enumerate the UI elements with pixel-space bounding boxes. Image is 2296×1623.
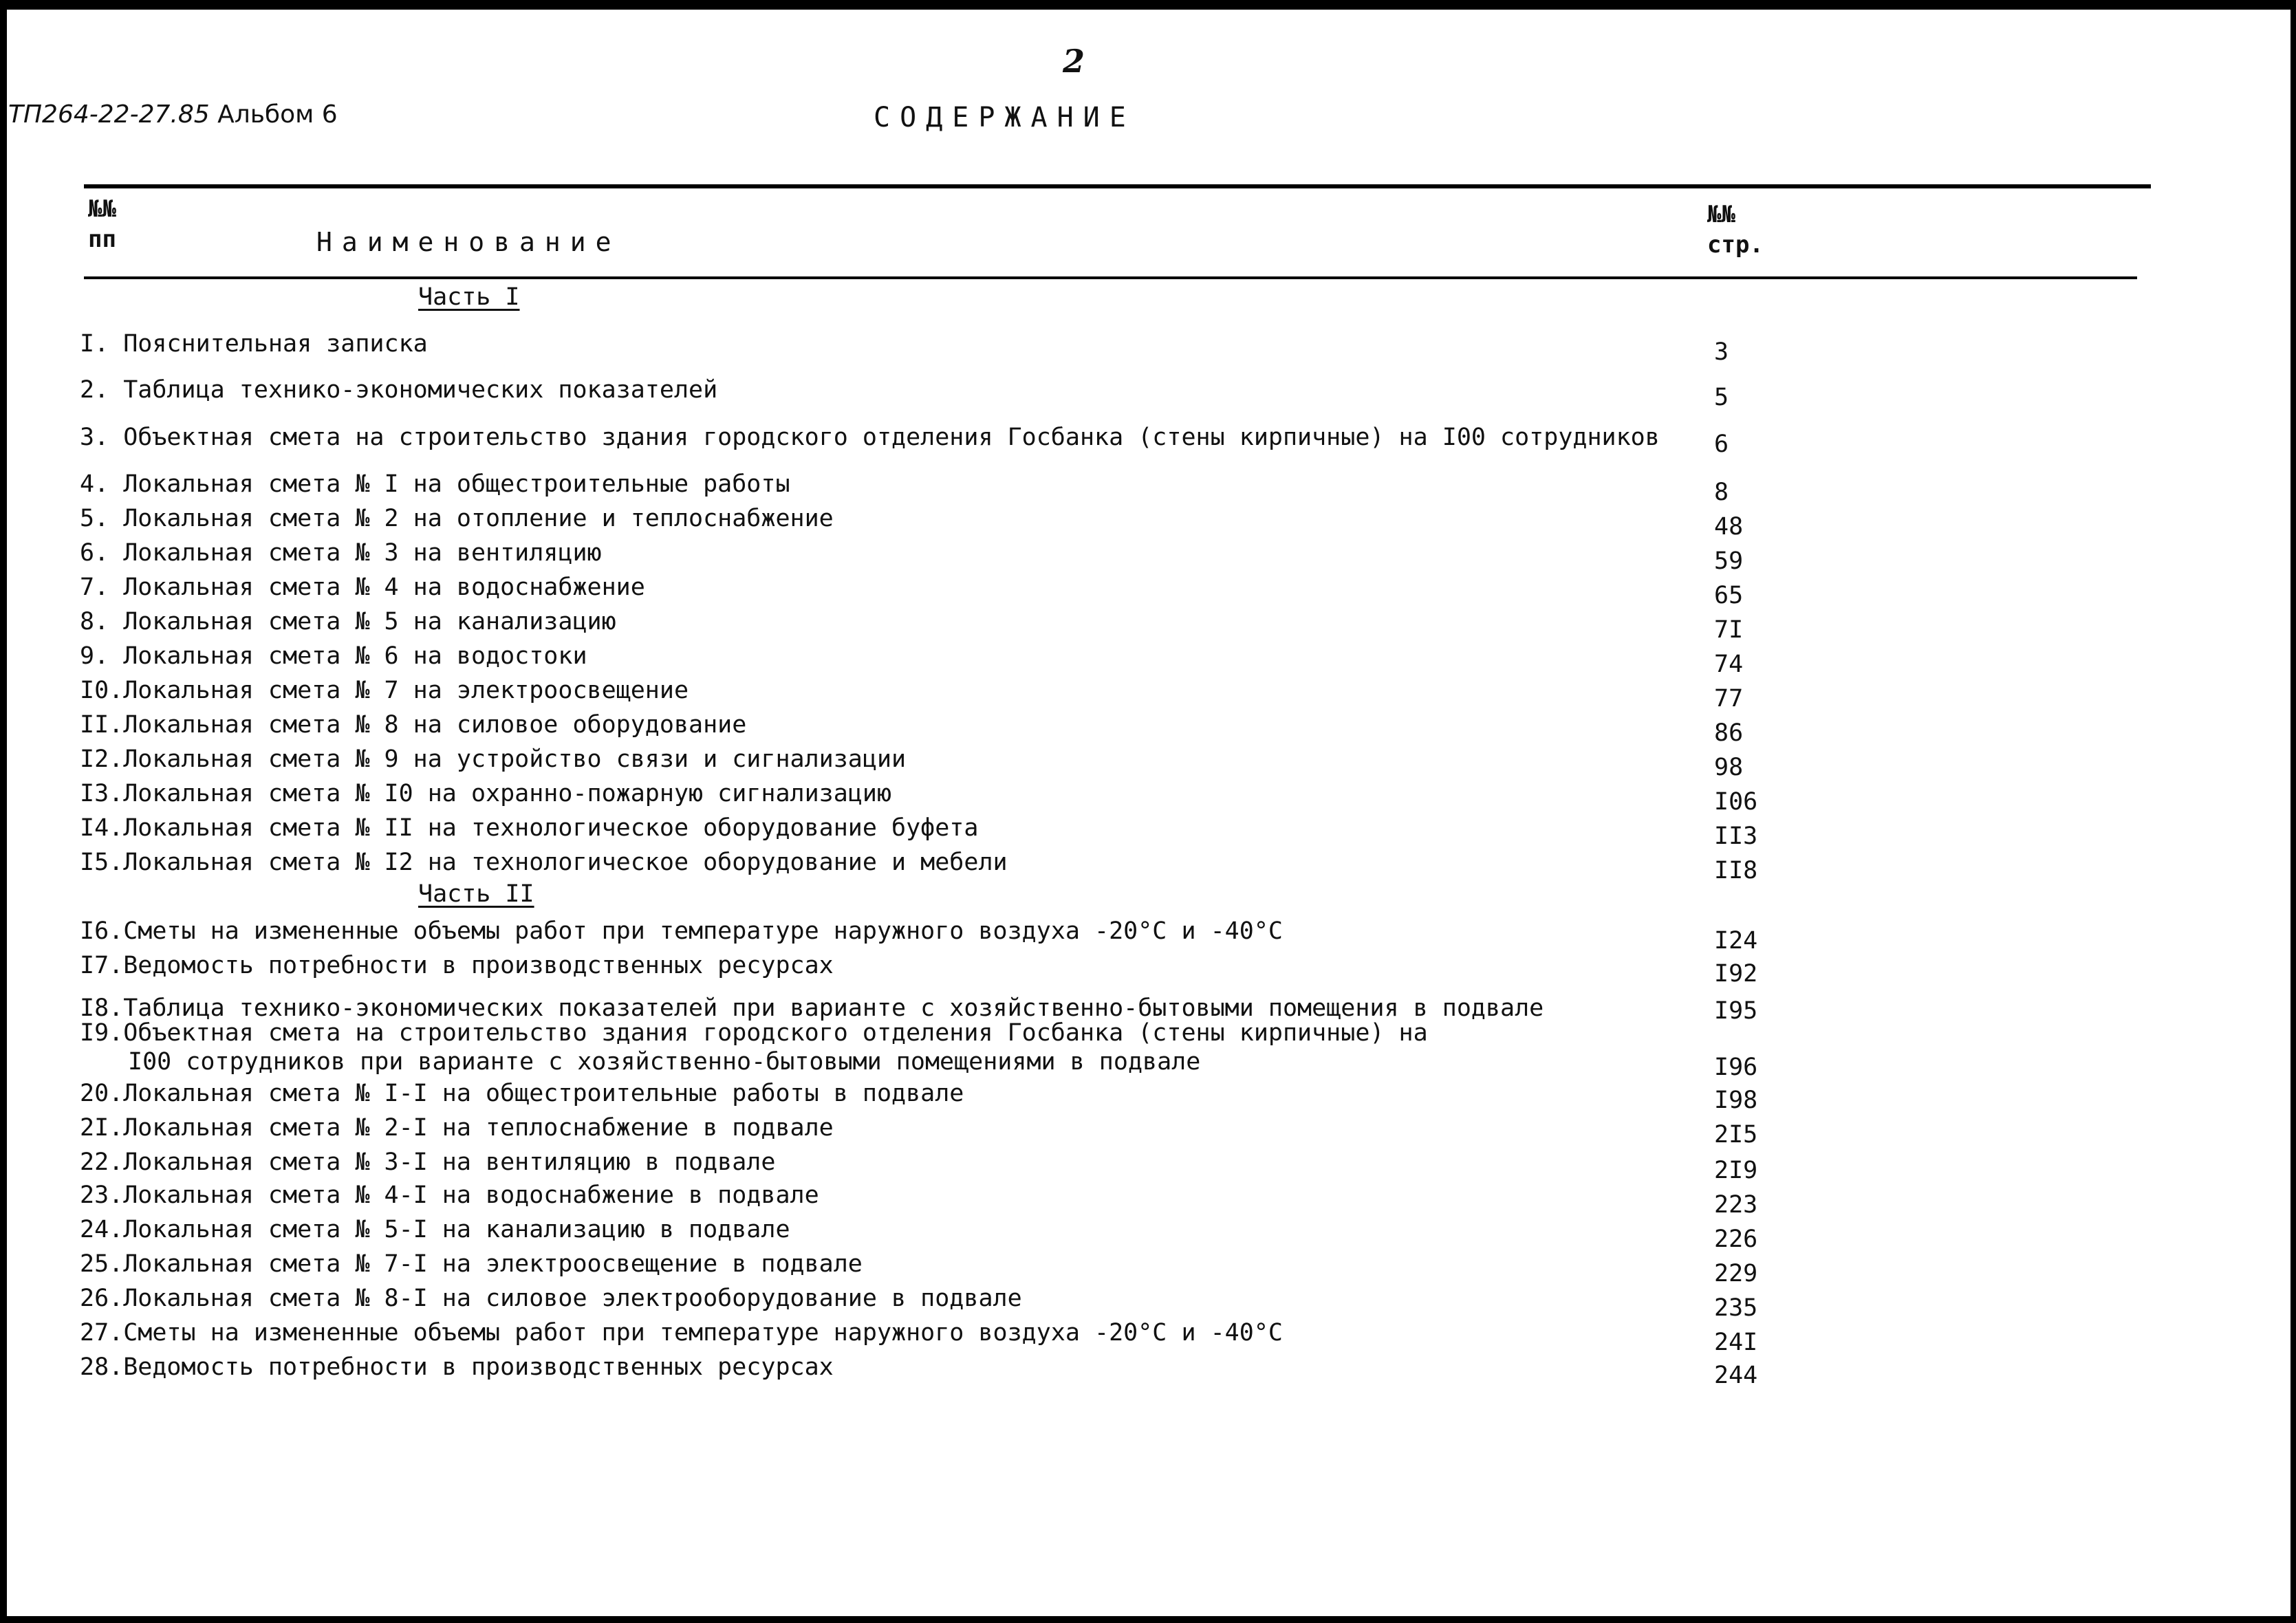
list-item-text: I6.Сметы на измененные объемы работ при температуре наружного воздуха -20°С и -40°С [80, 917, 1283, 945]
list-item-page: 98 [1714, 754, 1744, 781]
part-one-heading: Часть I [418, 283, 520, 311]
list-item-text: 27.Сметы на измененные объемы работ при температуре наружного воздуха -20°С и -40°С [80, 1319, 1283, 1347]
list-item-page: 235 [1714, 1294, 1758, 1322]
list-item-page: 8 [1714, 479, 1729, 506]
list-item-text: 23.Локальная смета № 4-I на водоснабжение в подвале [80, 1181, 819, 1209]
list-item-text: 25.Локальная смета № 7-I на электроосвещение в подвале [80, 1250, 863, 1278]
list-item-page: 244 [1714, 1362, 1758, 1389]
column-header-name: Наименование [316, 227, 621, 257]
list-item-text: 5. Локальная смета № 2 на отопление и теплоснабжение [80, 505, 834, 532]
list-item-page: I92 [1714, 960, 1758, 988]
page-number: 2 [1063, 43, 1085, 80]
document-code-number: ТП264-22-27.85 [8, 100, 210, 129]
list-item-page: I96 [1714, 1054, 1758, 1081]
column-header-page-line1: №№ [1707, 201, 1735, 228]
album-label: Альбом 6 [217, 100, 338, 129]
list-item-text: I5.Локальная смета № I2 на технологическое оборудование и мебели [80, 849, 1008, 876]
list-item-text: 6. Локальная смета № 3 на вентиляцию [80, 539, 602, 567]
list-item-text-continued: I00 сотрудников при варианте с хозяйственно-бытовыми помещениями в подвале [128, 1048, 1201, 1076]
list-item-text: 26.Локальная смета № 8-I на силовое электрооборудование в подвале [80, 1285, 1022, 1312]
list-item-text: I2.Локальная смета № 9 на устройство связи и сигнализации [80, 745, 907, 773]
list-item-page: 77 [1714, 685, 1744, 712]
list-item-page: 48 [1714, 513, 1744, 541]
list-item-page: II3 [1714, 823, 1758, 850]
list-item-page: I95 [1714, 997, 1758, 1025]
list-item-text: 22.Локальная смета № 3-I на вентиляцию в подвале [80, 1148, 776, 1176]
list-item-page: I06 [1714, 788, 1758, 816]
list-item-page: 6 [1714, 431, 1729, 458]
page-title: СОДЕРЖАНИЕ [874, 102, 1136, 133]
list-item-page: 3 [1714, 338, 1729, 366]
list-item-text: 4. Локальная смета № I на общестроительные работы [80, 470, 790, 498]
list-item-text: 3. Объектная смета на строительство здания городского отделения Госбанка (стены кирпичные) на I00 сотрудников [80, 424, 1660, 451]
list-item-page: I98 [1714, 1087, 1758, 1114]
column-header-page-line2: стр. [1707, 231, 1764, 259]
list-item-page: 229 [1714, 1260, 1758, 1287]
list-item-page: 223 [1714, 1191, 1758, 1219]
list-item-page: 226 [1714, 1226, 1758, 1253]
list-item-text: 8. Локальная смета № 5 на канализацию [80, 608, 616, 635]
list-item-text: I. Пояснительная записка [80, 330, 428, 358]
list-item-text: 7. Локальная смета № 4 на водоснабжение [80, 574, 645, 601]
list-item-page: 7I [1714, 616, 1744, 644]
list-item-page: 59 [1714, 547, 1744, 575]
column-header-number-line1: №№ [88, 195, 116, 223]
list-item-page: 86 [1714, 719, 1744, 747]
list-item-text: I9.Объектная смета на строительство здания городского отделения Госбанка (стены кирпичные) на [80, 1019, 1428, 1047]
list-item-text: 24.Локальная смета № 5-I на канализацию в подвале [80, 1216, 790, 1243]
list-item-text: II.Локальная смета № 8 на силовое оборудование [80, 711, 747, 739]
list-item-page: 2I5 [1714, 1121, 1758, 1148]
list-item-text: I4.Локальная смета № II на технологическое оборудование буфета [80, 814, 979, 842]
list-item-text: 20.Локальная смета № I-I на общестроительные работы в подвале [80, 1080, 964, 1107]
list-item-text: I7.Ведомость потребности в производственных ресурсах [80, 952, 834, 979]
list-item-text: I8.Таблица технико-экономических показателей при варианте с хозяйственно-бытовыми помещения в подвале [80, 994, 1544, 1022]
list-item-text: I0.Локальная смета № 7 на электроосвещение [80, 677, 689, 704]
part-two-heading: Часть II [418, 880, 534, 908]
list-item-page: 65 [1714, 582, 1744, 609]
list-item-page: 2I9 [1714, 1157, 1758, 1184]
list-item-page: II8 [1714, 857, 1758, 884]
list-item-text: 28.Ведомость потребности в производственных ресурсах [80, 1353, 834, 1381]
list-item-page: 24I [1714, 1329, 1758, 1356]
list-item-page: 74 [1714, 651, 1744, 678]
list-item-text: I3.Локальная смета № I0 на охранно-пожарную сигнализацию [80, 780, 892, 807]
list-item-text: 2I.Локальная смета № 2-I на теплоснабжение в подвале [80, 1114, 834, 1142]
list-item-page: 5 [1714, 384, 1729, 411]
list-item-page: I24 [1714, 927, 1758, 955]
column-header-number-line2: пп [88, 226, 116, 253]
list-item-text: 2. Таблица технико-экономических показателей [80, 376, 718, 404]
list-item-text: 9. Локальная смета № 6 на водостоки [80, 642, 587, 670]
